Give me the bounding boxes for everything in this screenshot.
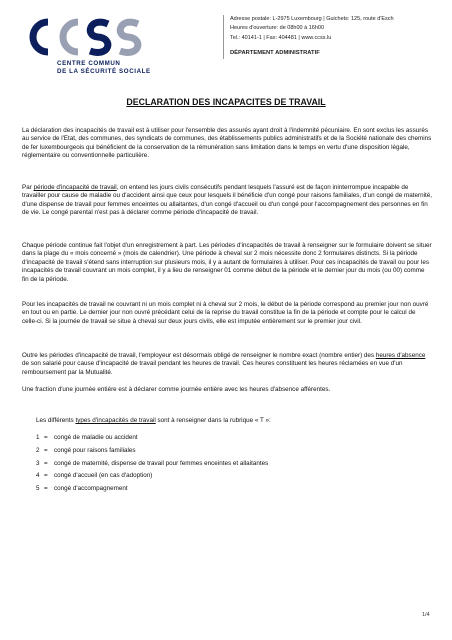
intro-text: sont à renseigner dans la rubrique « T »: [155, 417, 271, 424]
type-label: congé de maternité, dispense de travail pour femmes enceintes et allaitantes [54, 459, 269, 467]
equals-sign: = [44, 472, 48, 480]
equals-sign: = [44, 485, 48, 493]
postal-address: Adresse postale: L-2975 Luxembourg | Guichets: 125, route d'Esch [230, 16, 394, 22]
equals-sign: = [44, 434, 48, 441]
types-intro [36, 417, 271, 424]
address-block [223, 15, 435, 59]
paragraph-text: , on entend les jours civils consécutifs pendant lesquels l'assuré est de façon ininterrompue incapable de travailler pour cause de maladie ou d'accident ainsi que ceux pour lesquels il bénéficie d'un congé pour raisons familiales, d'un congé de maternité, d'une dispense de travail pour femmes enceintes ou allaitantes, d'un congé d'accueil ou d'un congé pour l'accompagnement des personnes en fin de vie. Le congé parental n'est pas à déclarer comme période d'incapacité de travail. [22, 184, 433, 217]
paragraph-scope: La déclaration des incapacités de travail est à utiliser pour l'ensemble des assurés ayant droit à l'indemnité pécuniaire. En sont exclus les assurés au service de l'Etat, des communes, des syndicats de communes, des établissements publics administratifs et de la Société nationale des chemins de fer luxembourgeois qui bénéficient de la conservation de la rémunération sans limitation dans le temps en vertu d'une disposition légale, réglementaire ou conventionnelle particulière. [22, 127, 432, 160]
type-label: congé d'accompagnement [54, 485, 128, 493]
paragraph-continuous-periods: Chaque période continue fait l'objet d'un enregistrement à part. Les périodes d'incapacités de travail à renseigner sur le formulaire doivent se situer dans la plage du « mois concerné » (mois de calendrier). Une période à cheval sur 2 mois nécessite donc 2 formulaires distincts. Si la période d'incapacité de travail s'étend sans interruption sur plusieurs mois, il y a autant de formulaires à utiliser. Pour ces incapacités de travail ou pour les incapacités de travail couvrant un mois complet, il y a lieu de renseigner 01 comme début de la période et le dernier jour du mois (ou 00) comme fin de la période. [22, 242, 432, 283]
contact-info: Tel.: 40141-1 | Fax: 404481 | www.ccss.lu [230, 34, 332, 41]
term-incapacity-types: types d'incapacités de travail [75, 417, 156, 424]
paragraph-text: de son salarié pour cause d'incapacité de travail pendant les heures de travail. Ces heures constituent les heures réclamées en vue d'un remboursement par la Mutualité. [22, 360, 403, 376]
paragraph-absence-hours [22, 352, 432, 377]
type-code: 4 [36, 472, 40, 480]
type-label: congé pour raisons familiales [54, 446, 136, 454]
paragraph-partial-periods: Pour les incapacités de travail ne couvrant ni un mois complet ni à cheval sur 2 mois, le début de la période correspond au premier jour non ouvré en tout ou en partie. Le dernier jour non ouvré précédant celui de la reprise du travail constitue la fin de la période et compte pour le calcul de celle-ci. Si la journée de travail se situe à cheval sur deux jours civils, elle est imputée entièrement sur le premier jour civil. [22, 301, 429, 325]
page-number: 1/4 [422, 612, 430, 618]
type-label: congé de maladie ou accident [54, 434, 138, 441]
term-incapacity-period: période d'incapacité de travail [33, 184, 117, 191]
list-item [36, 485, 268, 498]
paragraph-period-definition [22, 184, 432, 218]
list-item [36, 460, 268, 473]
list-item [36, 434, 268, 447]
document-title: DECLARATION DES INCAPACITES DE TRAVAIL [126, 97, 326, 107]
type-code: 2 [36, 446, 40, 454]
list-item [36, 472, 268, 485]
paragraph-text: Par [22, 184, 34, 191]
type-code: 5 [36, 485, 40, 493]
logo-text-line2: DE LA SÉCURITÉ SOCIALE [57, 68, 151, 75]
ccss-logo-mark [20, 14, 150, 60]
equals-sign: = [44, 459, 48, 467]
paragraph-text: Outre les périodes d'incapacité de travail, l'employeur est désormais obligé de renseigner le nombre exact (nombre entier) des [22, 352, 376, 359]
equals-sign: = [44, 446, 48, 454]
intro-text: Les différents [36, 417, 76, 424]
incapacity-types-list [36, 434, 268, 498]
opening-hours: Heures d'ouverture: de 08h00 à 16h00 [230, 25, 325, 32]
type-label: congé d'accueil (en cas d'adoption) [54, 472, 153, 480]
logo-text-line1: CENTRE COMMUN [57, 60, 121, 67]
type-code: 1 [36, 434, 40, 441]
list-item [36, 447, 268, 460]
ccss-logo [20, 14, 190, 74]
type-code: 3 [36, 459, 40, 467]
term-absence-hours: heures d'absence [375, 352, 426, 359]
paragraph-fraction-day: Une fraction d'une journée entière est à déclarer comme journée entière avec les heures d'absence afférentes. [22, 386, 331, 393]
department-name: DÉPARTEMENT ADMINISTRATIF [230, 50, 320, 57]
